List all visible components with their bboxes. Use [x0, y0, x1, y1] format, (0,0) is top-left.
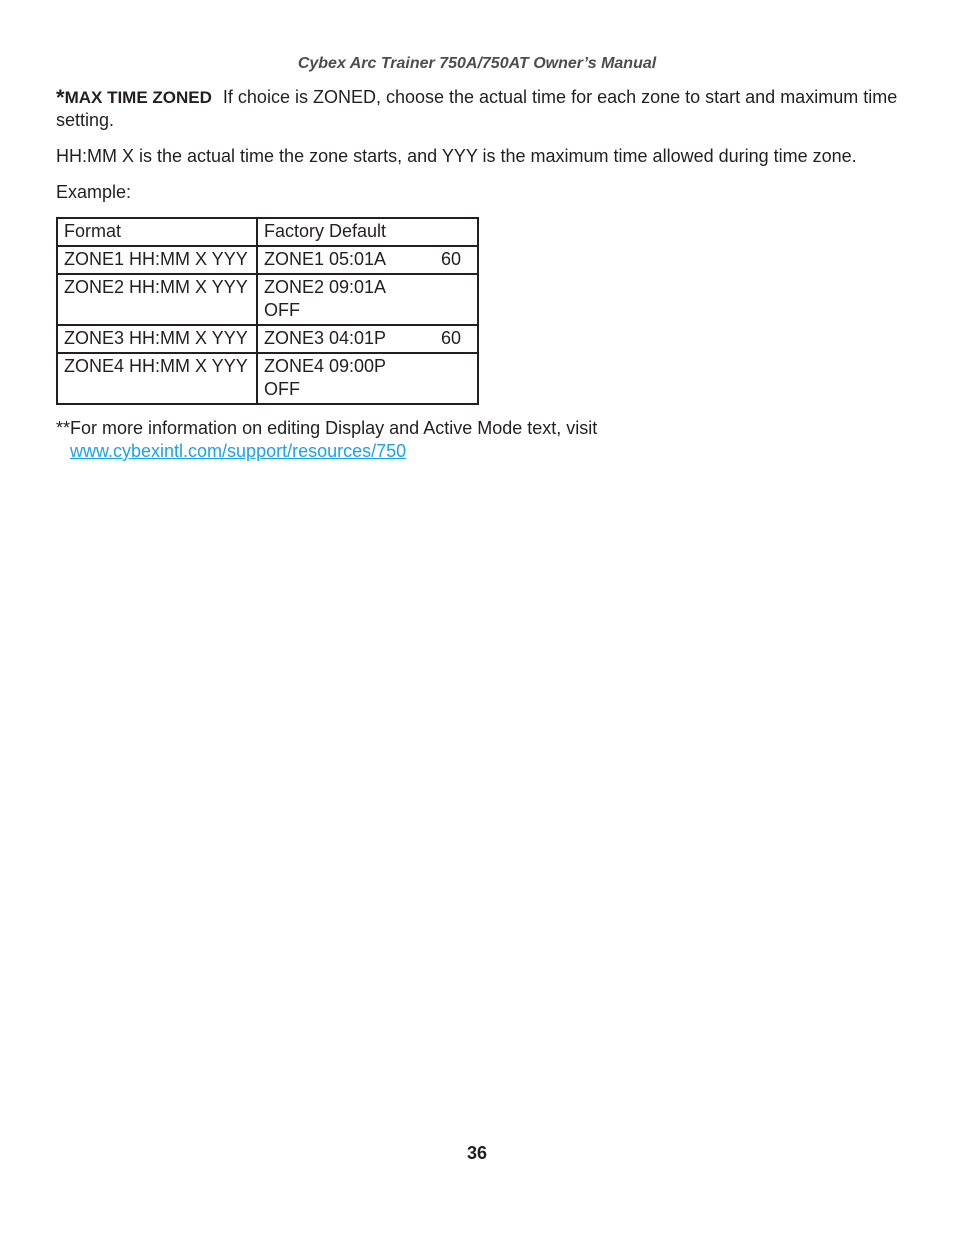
table-header-factory-default: Factory Default	[257, 218, 478, 246]
table-row	[57, 325, 478, 353]
default-max-time: 60	[441, 328, 462, 348]
default-time: ZONE2 09:01A	[264, 277, 387, 297]
table-cell-default	[257, 325, 478, 353]
example-label: Example:	[56, 182, 132, 202]
table-cell-format: ZONE3 HH:MM X YYY	[57, 325, 257, 353]
default-max-time: OFF	[264, 300, 300, 320]
table-header-format: Format	[57, 218, 257, 246]
explanation-paragraph: HH:MM X is the actual time the zone starts, and YYY is the maximum time allowed during time zone.	[56, 146, 857, 166]
zone-defaults-table	[56, 217, 479, 405]
table-row	[57, 353, 478, 404]
table-cell-format: ZONE1 HH:MM X YYY	[57, 246, 257, 274]
table-cell-default	[257, 353, 478, 404]
more-info-note	[56, 417, 906, 463]
page-content	[56, 86, 906, 463]
setting-description: If choice is ZONED, choose the actual time for each zone to start and maximum time setting.	[56, 87, 898, 130]
table-cell-default	[257, 274, 478, 325]
setting-term: MAX TIME ZONED	[64, 88, 212, 107]
asterisk-marker: *	[56, 85, 65, 110]
default-time: ZONE1 05:01A	[264, 249, 387, 269]
default-max-time: OFF	[264, 379, 300, 399]
resources-link[interactable]: www.cybexintl.com/support/resources/750	[70, 441, 407, 461]
table-row	[57, 246, 478, 274]
table-cell-default	[257, 246, 478, 274]
default-time: ZONE4 09:00P	[264, 356, 387, 376]
default-time: ZONE3 04:01P	[264, 328, 387, 348]
table-cell-format: ZONE2 HH:MM X YYY	[57, 274, 257, 325]
page-number: 36	[466, 1143, 488, 1163]
table-cell-format: ZONE4 HH:MM X YYY	[57, 353, 257, 404]
running-header: Cybex Arc Trainer 750A/750AT Owner’s Manual	[297, 55, 657, 72]
table-row	[57, 274, 478, 325]
note-text: **For more information on editing Display and Active Mode text, visit	[56, 418, 598, 438]
table-header-row	[57, 218, 478, 246]
max-time-zoned-paragraph	[56, 86, 906, 132]
default-max-time: 60	[441, 249, 462, 269]
